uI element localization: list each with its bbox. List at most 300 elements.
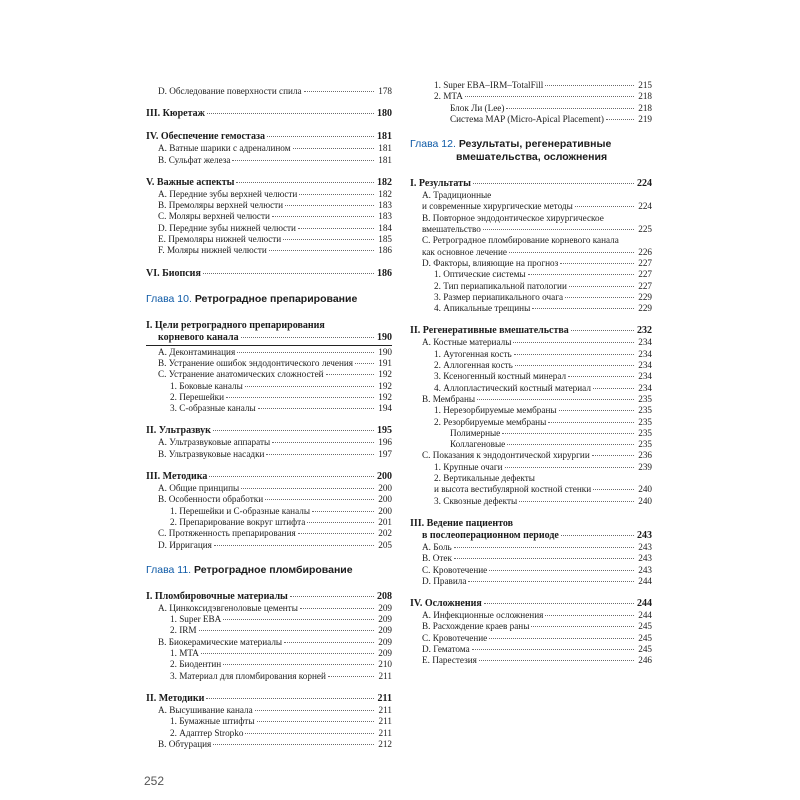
entry-title: Блок Ли (Lee) <box>450 102 505 113</box>
toc-entry <box>410 103 652 114</box>
entry-page: 245 <box>638 643 652 654</box>
entry-title: A. Цинкоксидэвгеноловые цементы <box>158 602 298 613</box>
entry-title: B. Расхождение краев раны <box>422 621 530 632</box>
spacer <box>410 587 652 598</box>
entry-page: 215 <box>638 80 652 90</box>
entry-page: 197 <box>378 448 392 459</box>
toc-entry <box>410 213 652 224</box>
chapter-label: Глава 12. <box>410 138 456 151</box>
dot-leader <box>201 653 374 654</box>
entry-title: II. Ультразвук <box>146 425 211 437</box>
entry-page: 240 <box>638 484 652 495</box>
entry-page: 225 <box>638 224 652 235</box>
spacer <box>410 167 652 178</box>
dot-leader <box>606 119 634 120</box>
entry-title: D. Правила <box>422 575 467 586</box>
entry-title: 3. Размер периапикального очага <box>434 291 564 302</box>
spacer <box>410 314 652 325</box>
toc-entry <box>410 450 652 461</box>
chapter-title: Результаты, регенеративные <box>458 138 612 151</box>
dot-leader <box>545 85 634 86</box>
entry-page: 235 <box>638 427 652 438</box>
dot-leader <box>304 91 374 92</box>
dot-leader <box>207 113 374 114</box>
dot-leader <box>531 626 634 627</box>
toc-section-entry <box>146 108 392 120</box>
toc-section-entry <box>146 591 392 603</box>
entry-page: 234 <box>638 382 652 393</box>
entry-page: 191 <box>378 357 392 368</box>
entry-page: 227 <box>638 269 652 280</box>
toc-entry <box>146 671 392 682</box>
dot-leader <box>300 608 374 609</box>
entry-title: I. Цели ретроградного препарирования <box>146 319 325 331</box>
toc-section-entry <box>146 131 392 143</box>
toc-entry <box>410 473 652 484</box>
entry-page: 183 <box>378 200 392 211</box>
dot-leader <box>265 499 374 500</box>
dot-leader <box>226 397 374 398</box>
entry-title: 1. Крупные очаги <box>434 461 503 472</box>
dot-leader <box>266 454 374 455</box>
entry-page: 181 <box>377 131 392 143</box>
entry-page: 235 <box>638 416 652 427</box>
toc-section-entry <box>410 530 652 542</box>
toc-entry <box>410 655 652 666</box>
entry-title: и высота вестибулярной костной стенки <box>434 484 592 495</box>
entry-title: B. Особенности обработки <box>158 494 264 505</box>
dot-leader <box>515 365 634 366</box>
chapter-label: Глава 11. <box>146 563 192 576</box>
entry-page: 234 <box>638 360 652 371</box>
toc-entry <box>146 506 392 517</box>
entry-page: 219 <box>638 113 652 124</box>
dot-leader <box>532 308 634 309</box>
dot-leader <box>468 581 634 582</box>
dot-leader <box>328 676 374 677</box>
spacer <box>146 414 392 425</box>
entry-page: 224 <box>638 201 652 212</box>
spacer <box>146 460 392 471</box>
dot-leader <box>592 455 634 456</box>
chapter-heading <box>410 138 652 150</box>
entry-page: 243 <box>637 529 652 541</box>
entry-title: 1. Перешейки и С-образные каналы <box>170 505 310 516</box>
toc-entry <box>146 739 392 750</box>
entry-page: 245 <box>638 621 652 632</box>
toc-entry <box>410 405 652 416</box>
entry-title: 2. IRM <box>170 625 197 636</box>
toc-entry <box>146 86 392 97</box>
toc-entry <box>410 258 652 269</box>
dot-leader <box>505 467 634 468</box>
dot-leader <box>267 136 374 137</box>
dot-leader <box>299 194 374 195</box>
entry-title: B. Биокерамические материалы <box>158 636 283 647</box>
dot-leader <box>514 354 634 355</box>
spacer <box>146 97 392 108</box>
toc-entry <box>146 637 392 648</box>
toc-entry <box>146 705 392 716</box>
entry-page: 227 <box>638 257 652 268</box>
toc-entry <box>146 449 392 460</box>
entry-page: 194 <box>378 403 392 414</box>
entry-page: 235 <box>638 393 652 404</box>
entry-page: 184 <box>378 222 392 233</box>
toc-entry <box>146 234 392 245</box>
dot-leader <box>507 444 634 445</box>
entry-page: 192 <box>378 391 392 402</box>
entry-title: 2. Биодентин <box>170 659 222 670</box>
toc-entry <box>146 189 392 200</box>
entry-title: C. Показания к эндодонтической хирургии <box>422 450 590 461</box>
entry-page: 183 <box>378 211 392 222</box>
dot-leader <box>203 273 374 274</box>
toc-entry <box>146 245 392 256</box>
toc-entry <box>410 633 652 644</box>
entry-page: 209 <box>378 602 392 613</box>
toc-entry <box>410 247 652 258</box>
toc-section-entry <box>146 320 392 332</box>
entry-title: 4. Апикальные трещины <box>434 303 531 314</box>
dot-leader <box>528 274 634 275</box>
dot-leader <box>560 263 634 264</box>
entry-title: Полимерные <box>450 427 501 438</box>
toc-entry <box>410 371 652 382</box>
dot-leader <box>236 182 374 183</box>
entry-title: B. Повторное эндодонтическое хирургическое <box>422 212 604 223</box>
entry-page: 244 <box>637 598 652 610</box>
entry-page: 235 <box>638 439 652 450</box>
toc-entry <box>410 462 652 473</box>
spacer <box>410 507 652 518</box>
entry-title: 3. Сквозные дефекты <box>434 495 518 506</box>
dot-leader <box>575 206 634 207</box>
toc-entry <box>410 224 652 235</box>
dot-leader <box>237 352 374 353</box>
entry-page: 234 <box>638 348 652 359</box>
entry-title: I. Пломбировочные материалы <box>146 590 288 602</box>
entry-page: 208 <box>377 590 392 602</box>
spacer <box>146 580 392 591</box>
entry-title: вмешательство <box>422 224 481 235</box>
dot-leader <box>298 533 374 534</box>
toc-entry <box>410 349 652 360</box>
entry-title: 1. Super EBA <box>170 614 222 625</box>
entry-title: B. Обтурация <box>158 738 212 749</box>
toc-entry <box>410 417 652 428</box>
entry-title: B. Мембраны <box>422 393 476 404</box>
dot-leader <box>472 649 634 650</box>
entry-page: 192 <box>378 380 392 391</box>
toc-entry <box>146 211 392 222</box>
entry-title: C. Ретроградное пломбирование корневого канала <box>422 235 619 246</box>
entry-title: B. Устранение ошибок эндодонтического лечения <box>158 357 354 368</box>
entry-page: 180 <box>377 108 392 120</box>
entry-title: D. Передние зубы нижней челюсти <box>158 222 296 233</box>
dot-leader <box>326 374 374 375</box>
chapter-heading-continued <box>410 151 652 163</box>
entry-title: I. Результаты <box>410 178 471 190</box>
entry-page: 232 <box>637 325 652 337</box>
entry-page: 209 <box>378 614 392 625</box>
entry-page: 224 <box>637 178 652 190</box>
dot-leader <box>307 522 374 523</box>
entry-page: 234 <box>638 371 652 382</box>
dot-leader <box>509 252 634 253</box>
entry-page: 186 <box>377 267 392 279</box>
entry-title: 2. Тип периапикальной патологии <box>434 280 567 291</box>
dot-leader <box>232 160 374 161</box>
entry-title: B. Премоляры верхней челюсти <box>158 200 284 211</box>
entry-title: D. Обследование поверхности спила <box>158 86 302 96</box>
entry-title: C. Кровотечение <box>422 564 488 575</box>
entry-title: 3. Материал для пломбирования корней <box>170 670 326 681</box>
toc-entry <box>146 659 392 670</box>
dot-leader <box>241 488 374 489</box>
entry-title: D. Ирригация <box>158 539 212 550</box>
entry-title: 2. Адаптер Stropko <box>170 727 244 738</box>
dot-leader <box>209 476 374 477</box>
entry-page: 218 <box>638 102 652 113</box>
spacer <box>146 551 392 562</box>
entry-page: 227 <box>638 280 652 291</box>
dot-leader <box>285 205 374 206</box>
toc-entry <box>146 358 392 369</box>
entry-page: 202 <box>378 528 392 539</box>
entry-title: E. Парестезия <box>422 655 477 666</box>
dot-leader <box>312 511 374 512</box>
dot-leader <box>355 363 374 364</box>
chapter-title: Ретроградное пломбирование <box>194 563 353 576</box>
dot-leader <box>223 619 374 620</box>
chapter-title: Ретроградное препарирование <box>194 292 358 305</box>
dot-leader <box>473 183 634 184</box>
dot-leader <box>519 501 634 502</box>
toc-entry <box>146 223 392 234</box>
entry-page: 234 <box>638 337 652 348</box>
entry-title: III. Методика <box>146 471 208 483</box>
dot-leader <box>569 286 634 287</box>
toc-entry <box>410 360 652 371</box>
entry-title: 3. Ксеногенный костный минерал <box>434 371 567 382</box>
entry-title: 1. MTA <box>170 648 199 659</box>
chapter-heading <box>146 293 392 305</box>
dot-leader <box>269 250 374 251</box>
toc-entry <box>410 644 652 655</box>
entry-title: IV. Обеспечение гемостаза <box>146 131 265 143</box>
entry-title: C. Кровотечение <box>422 632 488 643</box>
toc-entry <box>146 528 392 539</box>
toc-section-entry <box>410 178 652 190</box>
dot-leader <box>593 489 634 490</box>
spacer <box>146 257 392 268</box>
entry-title: C. Протяженность препарирования <box>158 528 296 539</box>
dot-leader <box>571 330 634 331</box>
spacer <box>146 682 392 693</box>
toc-entry <box>410 292 652 303</box>
toc-entry <box>146 155 392 166</box>
dot-leader <box>199 630 374 631</box>
page-number: 252 <box>144 774 165 788</box>
entry-page: 211 <box>378 704 392 715</box>
entry-title: 1. Super EBA–IRM–TotalFill <box>434 80 544 90</box>
entry-title: B. Ультразвуковые насадки <box>158 448 265 459</box>
entry-page: 210 <box>378 659 392 670</box>
toc-entry <box>146 403 392 414</box>
dot-leader <box>290 596 374 597</box>
dot-leader <box>223 664 374 665</box>
entry-page: 212 <box>378 738 392 749</box>
entry-title: 2. Резорбируемые мембраны <box>434 416 547 427</box>
toc-entry <box>146 517 392 528</box>
dot-leader <box>258 408 374 409</box>
toc-entry <box>146 392 392 403</box>
entry-page: 236 <box>638 450 652 461</box>
entry-title: 1. Бумажные штифты <box>170 716 255 727</box>
entry-title: в послеоперационном периоде <box>422 529 559 541</box>
dot-leader <box>272 442 374 443</box>
spacer <box>410 125 652 136</box>
dot-leader <box>513 342 634 343</box>
toc-entry <box>410 201 652 212</box>
entry-page: 211 <box>378 727 392 738</box>
toc-section-entry <box>146 471 392 483</box>
dot-leader <box>245 386 374 387</box>
entry-page: 226 <box>638 246 652 257</box>
toc-entry <box>146 625 392 636</box>
dot-leader <box>559 410 634 411</box>
entry-page: 209 <box>378 648 392 659</box>
entry-page: 200 <box>378 483 392 494</box>
dot-leader <box>283 239 374 240</box>
entry-page: 209 <box>378 636 392 647</box>
toc-entry <box>410 496 652 507</box>
toc-entry <box>146 200 392 211</box>
entry-title: 4. Аллопластический костный материал <box>434 382 591 393</box>
entry-title: 1. Аутогенная кость <box>434 348 512 359</box>
toc-entry <box>146 381 392 392</box>
toc-entry <box>146 437 392 448</box>
dot-leader <box>489 638 634 639</box>
entry-title: A. Инфекционные осложнения <box>422 610 544 621</box>
entry-title: E. Премоляры нижней челюсти <box>158 234 282 245</box>
toc-entry <box>146 369 392 380</box>
entry-title: III. Ведение пациентов <box>410 517 514 529</box>
entry-title: 2. Препарирование вокруг штифта <box>170 516 306 527</box>
entry-page: 182 <box>377 176 392 188</box>
entry-page: 211 <box>377 692 392 704</box>
dot-leader <box>545 615 634 616</box>
entry-title: II. Методики <box>146 692 205 704</box>
entry-page: 200 <box>378 494 392 505</box>
toc-entry <box>410 80 652 91</box>
entry-page: 244 <box>638 610 652 621</box>
entry-title: 1. Оптические системы <box>434 269 526 280</box>
toc-entry <box>410 190 652 201</box>
entry-page: 178 <box>378 86 392 96</box>
entry-page: 243 <box>638 541 652 552</box>
entry-title: Коллагеновые <box>450 439 506 450</box>
dot-leader <box>565 297 634 298</box>
dot-leader <box>213 744 374 745</box>
entry-title: A. Общие принципы <box>158 483 240 494</box>
dot-leader <box>568 376 634 377</box>
dot-leader <box>255 710 374 711</box>
toc-entry <box>146 143 392 154</box>
entry-title: 3. С-образные каналы <box>170 403 256 414</box>
toc-right-column <box>410 80 652 667</box>
dot-leader <box>502 433 634 434</box>
entry-page: 229 <box>638 291 652 302</box>
entry-title: IV. Осложнения <box>410 598 482 610</box>
entry-title: A. Ватные шарики с адреналином <box>158 143 291 154</box>
entry-title: C. Устранение анатомических сложностей <box>158 369 324 380</box>
entry-title: D. Факторы, влияющие на прогноз <box>422 257 559 268</box>
entry-title: 2. MTA <box>434 91 463 102</box>
dot-leader <box>213 430 374 431</box>
dot-leader <box>484 603 634 604</box>
entry-title: A. Ультразвуковые аппараты <box>158 437 271 448</box>
dot-leader <box>272 216 374 217</box>
toc-section-entry <box>410 518 652 530</box>
entry-title: 2. Аллогенная кость <box>434 360 513 371</box>
dot-leader <box>257 721 375 722</box>
entry-page: 235 <box>638 405 652 416</box>
entry-page: 190 <box>377 331 392 343</box>
entry-title: 1. Нерезорбируемые мембраны <box>434 405 557 416</box>
toc-entry <box>410 553 652 564</box>
entry-page: 244 <box>638 575 652 586</box>
dot-leader <box>284 642 374 643</box>
entry-title: 2. Перешейки <box>170 391 225 402</box>
entry-title: B. Сульфат железа <box>158 154 231 165</box>
entry-title: A. Высушивание канала <box>158 704 253 715</box>
toc-entry <box>146 603 392 614</box>
entry-page: 243 <box>638 564 652 575</box>
dot-leader <box>465 96 634 97</box>
toc-entry <box>146 728 392 739</box>
spacer <box>146 166 392 177</box>
entry-page: 192 <box>378 369 392 380</box>
toc-entry <box>410 610 652 621</box>
entry-page: 205 <box>378 539 392 550</box>
entry-page: 185 <box>378 234 392 245</box>
toc-entry <box>410 565 652 576</box>
toc-entry <box>410 439 652 450</box>
entry-page: 181 <box>378 143 392 154</box>
entry-page: 245 <box>638 632 652 643</box>
entry-title: III. Кюретаж <box>146 108 205 120</box>
dot-leader <box>298 228 374 229</box>
dot-leader <box>454 558 634 559</box>
entry-title: A. Деконтаминация <box>158 346 236 357</box>
toc-entry <box>146 648 392 659</box>
toc-section-entry <box>146 332 392 346</box>
entry-title: 1. Боковые каналы <box>170 380 243 391</box>
toc-entry <box>410 621 652 632</box>
toc-section-entry <box>146 268 392 280</box>
toc-entry <box>410 269 652 280</box>
dot-leader <box>245 733 374 734</box>
spacer <box>146 309 392 320</box>
toc-entry <box>146 614 392 625</box>
dot-leader <box>483 229 634 230</box>
entry-page: 190 <box>378 346 392 357</box>
dot-leader <box>206 698 374 699</box>
entry-title: F. Моляры нижней челюсти <box>158 245 267 256</box>
entry-title: V. Важные аспекты <box>146 176 235 188</box>
